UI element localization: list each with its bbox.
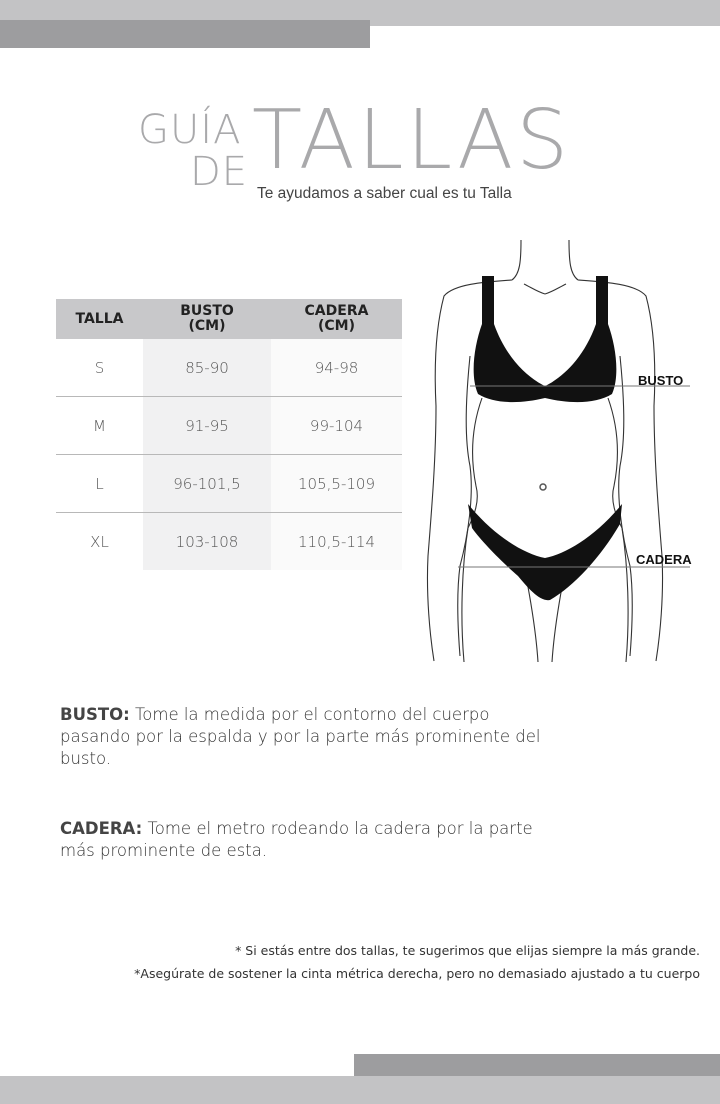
cell-busto: 85-90 bbox=[143, 339, 271, 397]
table-row bbox=[56, 339, 402, 397]
header-cadera-unit: (CM) bbox=[317, 318, 355, 334]
header-busto bbox=[143, 299, 271, 339]
bikini-top bbox=[474, 276, 617, 402]
size-table-header bbox=[56, 299, 402, 339]
footnote-tape-advice: *Asegúrate de sostener la cinta métrica derecha, pero no demasiado ajustado a tu cuerpo bbox=[134, 966, 700, 981]
cell-cadera: 94-98 bbox=[271, 339, 402, 397]
top-accent-bar bbox=[0, 20, 370, 48]
title-guia: GUÍA bbox=[138, 107, 242, 153]
table-row bbox=[56, 513, 402, 571]
cell-cadera: 99-104 bbox=[271, 397, 402, 455]
busto-term: BUSTO: bbox=[60, 705, 130, 724]
size-table bbox=[56, 299, 402, 570]
cell-talla: S bbox=[56, 339, 143, 397]
title-tallas: TALLAS bbox=[252, 93, 572, 188]
title-de: DE bbox=[190, 149, 249, 195]
busto-label: BUSTO bbox=[638, 373, 684, 388]
bikini-bottom bbox=[468, 504, 622, 600]
cell-cadera: 105,5-109 bbox=[271, 455, 402, 513]
busto-text: Tome la medida por el contorno del cuerpo pasando por la espalda y por la parte más prominente del busto. bbox=[60, 705, 541, 768]
header-cadera-label: CADERA bbox=[304, 303, 369, 320]
header-talla-label: TALLA bbox=[75, 310, 124, 327]
cell-busto: 96-101,5 bbox=[143, 455, 271, 513]
busto-instruction bbox=[60, 704, 560, 770]
cadera-label: CADERA bbox=[636, 552, 692, 567]
cadera-text: Tome el metro rodeando la cadera por la parte más prominente de esta. bbox=[60, 819, 533, 860]
cell-talla: L bbox=[56, 455, 143, 513]
footnote-size-advice: * Si estás entre dos tallas, te sugerimos que elijas siempre la más grande. bbox=[235, 943, 700, 958]
cell-cadera: 110,5-114 bbox=[271, 513, 402, 571]
table-row bbox=[56, 455, 402, 513]
cell-talla: XL bbox=[56, 513, 143, 571]
cell-busto: 91-95 bbox=[143, 397, 271, 455]
body-measurement-illustration bbox=[424, 236, 692, 664]
header-busto-label: BUSTO bbox=[180, 303, 234, 320]
header-busto-unit: (CM) bbox=[188, 318, 226, 334]
cadera-term: CADERA: bbox=[60, 819, 143, 838]
table-row bbox=[56, 397, 402, 455]
header-cadera bbox=[271, 299, 402, 339]
cell-busto: 103-108 bbox=[143, 513, 271, 571]
page-subtitle: Te ayudamos a saber cual es tu Talla bbox=[257, 185, 512, 202]
navel-mark bbox=[540, 484, 546, 490]
bottom-decorative-bar bbox=[0, 1076, 720, 1104]
cadera-instruction bbox=[60, 818, 560, 862]
header-talla bbox=[56, 299, 143, 339]
cell-talla: M bbox=[56, 397, 143, 455]
